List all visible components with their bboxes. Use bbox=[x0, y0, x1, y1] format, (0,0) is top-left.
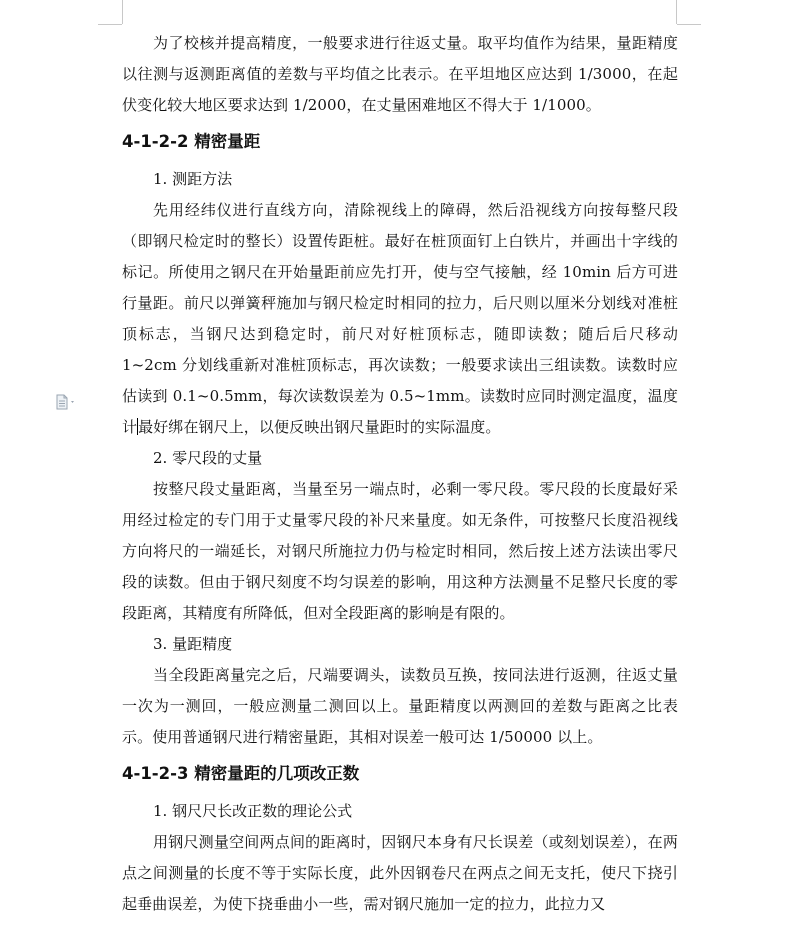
list-item: 3. 量距精度 bbox=[153, 635, 233, 653]
section-heading: 4-1-2-2 精密量距 bbox=[122, 132, 261, 151]
paragraph-text: 最好绑在钢尺上，以便反映出钢尺量距时的实际温度。 bbox=[138, 418, 501, 436]
crop-mark bbox=[676, 0, 677, 24]
list-item: 1. 钢尺尺长改正数的理论公式 bbox=[153, 802, 353, 820]
paragraph: 按整尺段丈量距离，当量至另一端点时，必剩一零尺段。零尺段的长度最好采用经过检定的专门用于丈量零尺段的补尺来量度。如无条件，可按整尺长度沿视线方向将尺的一端延长，对钢尺所施拉力仍与检定时相同，然后按上述方法读出零尺段的读数。但由于钢尺刻度不均匀误差的影响，用这种方法测量不足整尺长度的零段距离，其精度有所降低，但对全段距离的影响是有限的。 bbox=[122, 480, 678, 622]
section-heading: 4-1-2-3 精密量距的几项改正数 bbox=[122, 764, 360, 783]
list-item: 2. 零尺段的丈量 bbox=[153, 449, 263, 467]
paragraph: 用钢尺测量空间两点间的距离时，因钢尺本身有尺长误差（或刻划误差），在两点之间测量的长度不等于实际长度，此外因钢卷尺在两点之间无支托，使尺下挠引起垂曲误差，为使下挠垂曲小一些，需对钢尺施加一定的拉力，此拉力又 bbox=[122, 833, 678, 913]
list-item: 1. 测距方法 bbox=[153, 170, 233, 188]
crop-mark bbox=[98, 24, 122, 25]
document-icon[interactable] bbox=[56, 394, 78, 410]
document-body[interactable] bbox=[122, 28, 678, 920]
paragraph-text: 先用经纬仪进行直线方向，清除视线上的障碍，然后沿视线方向按每整尺段（即钢尺检定时的整长）设置传距桩。最好在桩顶面钉上白铁片，并画出十字线的标记。所使用之钢尺在开始量距前应先打开，使与空气接触，经 10min 后方可进行量距。前尺以弹簧秤施加与钢尺检定时相同的拉力，后尺则以厘米分划线对准桩顶标志，当钢尺达到稳定时，前尺对好桩顶标志，随即读数；随后后尺移动 1~2cm 分划线重新对准桩顶标志，再次读数；一般要求读出三组读数。读数时应估读到 0.1~0.5mm，每次读数误差为 0.5~1mm。读数时应同时测定温度，温度计 bbox=[122, 201, 678, 436]
paragraph: 当全段距离量完之后，尺端要调头，读数员互换，按同法进行返测，往返丈量一次为一测回，一般应测量二测回以上。量距精度以两测回的差数与距离之比表示。使用普通钢尺进行精密量距，其相对误差一般可达 1/50000 以上。 bbox=[122, 666, 678, 746]
crop-mark bbox=[122, 0, 123, 24]
paragraph bbox=[122, 195, 678, 443]
paragraph: 为了校核并提高精度，一般要求进行往返丈量。取平均值作为结果，量距精度以往测与返测距离值的差数与平均值之比表示。在平坦地区应达到 1/3000，在起伏变化较大地区要求达到 1/2000，在丈量困难地区不得大于 1/1000。 bbox=[122, 34, 678, 114]
crop-mark bbox=[677, 24, 701, 25]
